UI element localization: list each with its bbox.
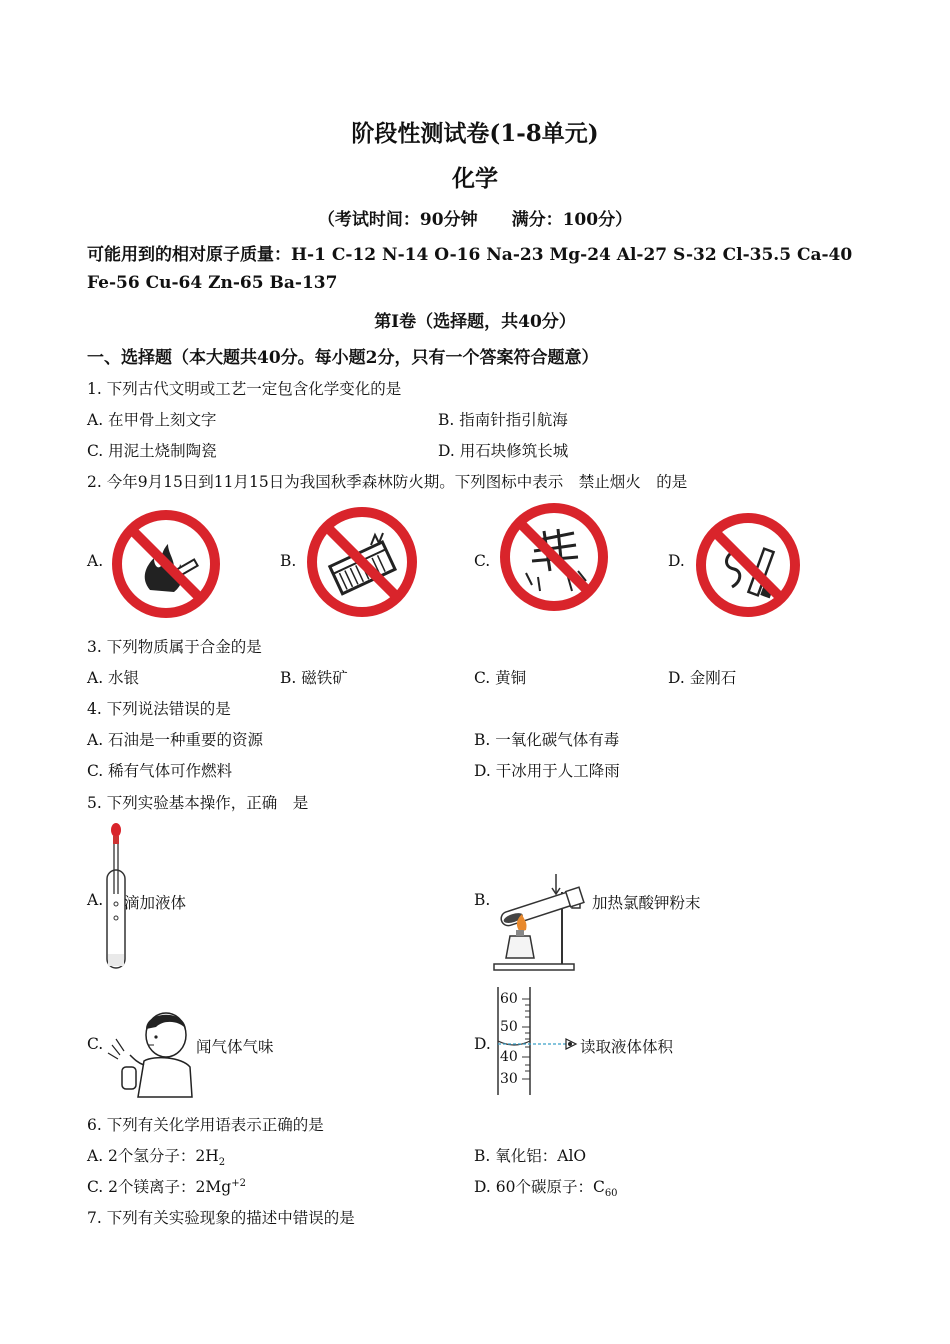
q2-option-d: D. [668,552,685,570]
q1-option-c: C. 用泥土烧制陶瓷 [87,442,217,460]
no-smoking-sign [694,511,802,619]
q5-option-a-text: 滴加液体 [124,894,187,912]
q5-option-b-text: 加热氯酸钾粉末 [592,894,701,912]
q5-option-b-label: B. [474,891,491,909]
q3-option-a: A. 水银 [87,669,140,687]
q3-option-b: B. 磁铁矿 [280,669,348,687]
q6-option-c-text: C. 2个镁离子：2Mg [87,1178,232,1196]
q3-option-d: D. 金刚石 [668,669,737,687]
q6-option-d [474,1175,618,1199]
q6-option-a-text: A. 2个氢分子：2H [87,1147,219,1165]
q4-option-a: A. 石油是一种重要的资源 [87,731,264,749]
section1-title: 一、选择题（本大题共40分。每小题2分，只有一个答案符合题意） [87,348,599,368]
no-open-flame-sign [110,508,222,620]
subject-title: 化学 [452,165,498,192]
smelling-gas-person-image [104,1005,196,1099]
q5-option-d-text: 读取液体体积 [580,1038,674,1056]
part1-title: 第Ⅰ卷（选择题，共40分） [374,312,576,332]
no-matches-sign [305,505,419,619]
q4-option-b: B. 一氧化碳气体有毒 [474,731,620,749]
q1-option-a: A. 在甲骨上刻文字 [87,411,217,429]
q6-option-d-text: D. 60个碳原子：C [474,1178,605,1196]
q1-option-d: D. 用石块修筑长城 [438,442,569,460]
q7-stem: 7. 下列有关实验现象的描述中错误的是 [87,1209,355,1227]
no-fireworks-sign [498,501,610,613]
cylinder-tick-30: 30 [500,1071,518,1087]
atomic-mass-line1: 可能用到的相对原子质量：H-1 C-12 N-14 O-16 Na-23 Mg-24 Al-27 S-32 Cl-35.5 Ca-40 [87,245,853,265]
q1-stem: 1. 下列古代文明或工艺一定包含化学变化的是 [87,380,402,398]
cylinder-tick-60: 60 [500,991,518,1007]
q2-option-a: A. [87,552,104,570]
q4-option-d: D. 干冰用于人工降雨 [474,762,620,780]
q2-option-b: B. [280,552,297,570]
q6-option-a [87,1144,225,1168]
exam-info: （考试时间：90分钟 满分：100分） [317,210,633,230]
q6-option-b: B. 氧化铝：AlO [474,1147,587,1165]
q4-option-c: C. 稀有气体可作燃料 [87,762,233,780]
q5-option-a-label: A. [87,891,104,909]
q6-option-c [87,1175,246,1197]
q6-option-c-superscript: +2 [231,1177,246,1189]
q2-option-c: C. [474,552,491,570]
heating-apparatus-image [490,872,592,972]
cylinder-tick-40: 40 [500,1049,518,1065]
q2-stem: 2. 今年9月15日到11月15日为我国秋季森林防火期。下列图标中表示 禁止烟火 的是 [87,473,688,491]
q3-stem: 3. 下列物质属于合金的是 [87,638,262,656]
exam-title: 阶段性测试卷(1-8单元) [351,120,599,147]
q5-option-d-label: D. [474,1035,491,1053]
q4-stem: 4. 下列说法错误的是 [87,700,231,718]
q3-option-c: C. 黄铜 [474,669,527,687]
q1-option-b: B. 指南针指引航海 [438,411,568,429]
q5-option-c-label: C. [87,1035,104,1053]
atomic-mass-line2: Fe-56 Cu-64 Zn-65 Ba-137 [87,273,338,293]
cylinder-tick-50: 50 [500,1019,518,1035]
q6-option-a-subscript: 2 [218,1157,226,1169]
q5-stem: 5. 下列实验基本操作，正确 是 [87,794,309,812]
q6-option-d-subscript: 60 [604,1188,618,1200]
q6-stem: 6. 下列有关化学用语表示正确的是 [87,1116,324,1134]
q5-option-c-text: 闻气体气味 [196,1038,274,1056]
